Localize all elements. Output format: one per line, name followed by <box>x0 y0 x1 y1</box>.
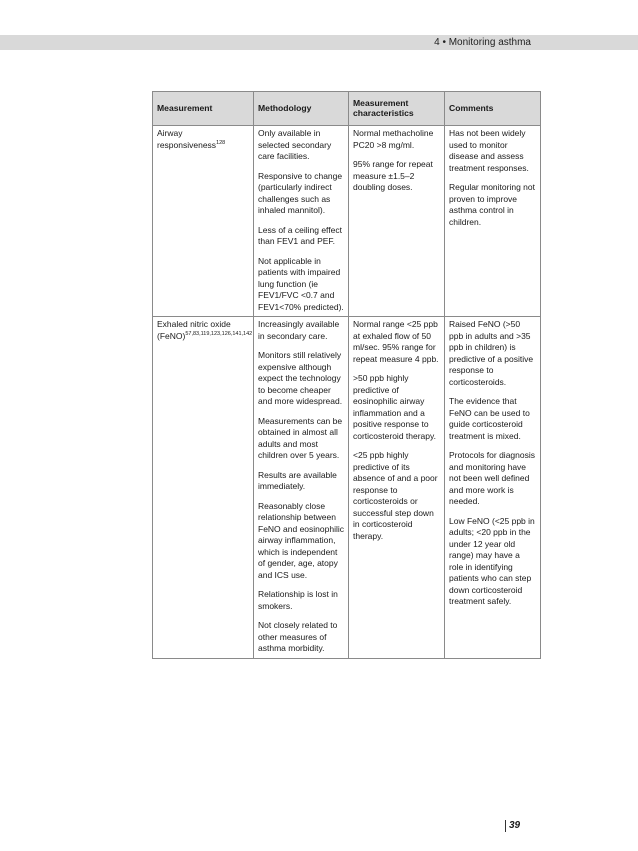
reference-superscript: 57,83,119,123,126,141,142 <box>185 330 253 337</box>
methodology-text: Relationship is lost in smokers. <box>258 589 338 611</box>
comments-text: Has not been widely used to monitor disease and assess treatment responses. <box>449 128 529 173</box>
methodology-text: Monitors still relatively expensive although expect the technology to become cheaper and more widespread. <box>258 350 343 406</box>
column-header: Methodology <box>254 92 349 126</box>
measurement-cell <box>153 126 254 317</box>
characteristics-text: Normal methacholine PC20 >8 mg/ml. <box>353 128 434 150</box>
comments-text: Regular monitoring not proven to improve asthma control in children. <box>449 182 535 227</box>
methodology-cell <box>254 317 349 659</box>
methodology-text: Less of a ceiling effect than FEV1 and PEF. <box>258 224 342 246</box>
methodology-text: Results are available immediately. <box>258 469 337 491</box>
methodology-cell <box>254 126 349 317</box>
methodology-text: Only available in selected secondary care facilities. <box>258 128 332 161</box>
reference-superscript: 128 <box>216 139 226 146</box>
table-row <box>153 317 541 659</box>
methodology-text: Not closely related to other measures of asthma morbidity. <box>258 620 338 653</box>
column-header: Measurement <box>153 92 254 126</box>
comments-cell <box>445 126 541 317</box>
comments-text: The evidence that FeNO can be used to guide corticosteroid treatment is mixed. <box>449 396 530 441</box>
table-row <box>153 126 541 317</box>
column-header: Measurement characteristics <box>349 92 445 126</box>
header-band <box>0 35 638 50</box>
measurement-name: Exhaled nitric oxide (FeNO) <box>157 319 231 341</box>
methodology-text: Responsive to change (particularly indirect challenges such as inhaled mannitol). <box>258 170 343 215</box>
comments-text: Low FeNO (<25 ppb in adults; <20 ppb in the under 12 year old range) may have a role in identifying patients who can step down corticosteroid treatment safely. <box>449 515 535 606</box>
monitoring-table <box>152 91 541 659</box>
methodology-text: Measurements can be obtained in almost all adults and most children over 5 years. <box>258 415 343 460</box>
table-header-row <box>153 92 541 126</box>
comments-cell <box>445 317 541 659</box>
characteristics-cell <box>349 126 445 317</box>
methodology-text: Increasingly available in secondary care. <box>258 319 340 341</box>
comments-text: Protocols for diagnosis and monitoring have not been well defined and more work is needed. <box>449 450 535 506</box>
measurement-name: Airway responsiveness <box>157 128 217 150</box>
methodology-text: Not applicable in patients with impaired lung function (ie FEV1/FVC <0.7 and FEV1<70% predicted). <box>258 255 344 312</box>
characteristics-cell <box>349 317 445 659</box>
characteristics-text: 95% range for repeat measure ±1.5–2 doubling doses. <box>353 159 433 192</box>
characteristics-text: Normal range <25 ppb at exhaled flow of 50 ml/sec. 95% range for repeat measure 4 ppb. <box>353 319 439 364</box>
characteristics-text: >50 ppb highly predictive of eosinophilic airway inflammation and a positive response to corticosteroid therapy. <box>353 373 436 441</box>
characteristics-text: <25 ppb highly predictive of its absence of and a poor response to corticosteroids or successful step down in corticosteroid therapy. <box>353 450 438 541</box>
column-header: Comments <box>445 92 541 126</box>
page-number: 39 <box>505 820 520 832</box>
measurement-cell <box>153 317 254 659</box>
chapter-header: 4 • Monitoring asthma <box>434 37 531 48</box>
comments-text: Raised FeNO (>50 ppb in adults and >35 ppb in children) is predictive of a positive response to corticosteroids. <box>449 319 534 387</box>
methodology-text: Reasonably close relationship between FeNO and eosinophilic airway inflammation, which is independent of gender, age, atopy and ICS use. <box>258 500 344 580</box>
